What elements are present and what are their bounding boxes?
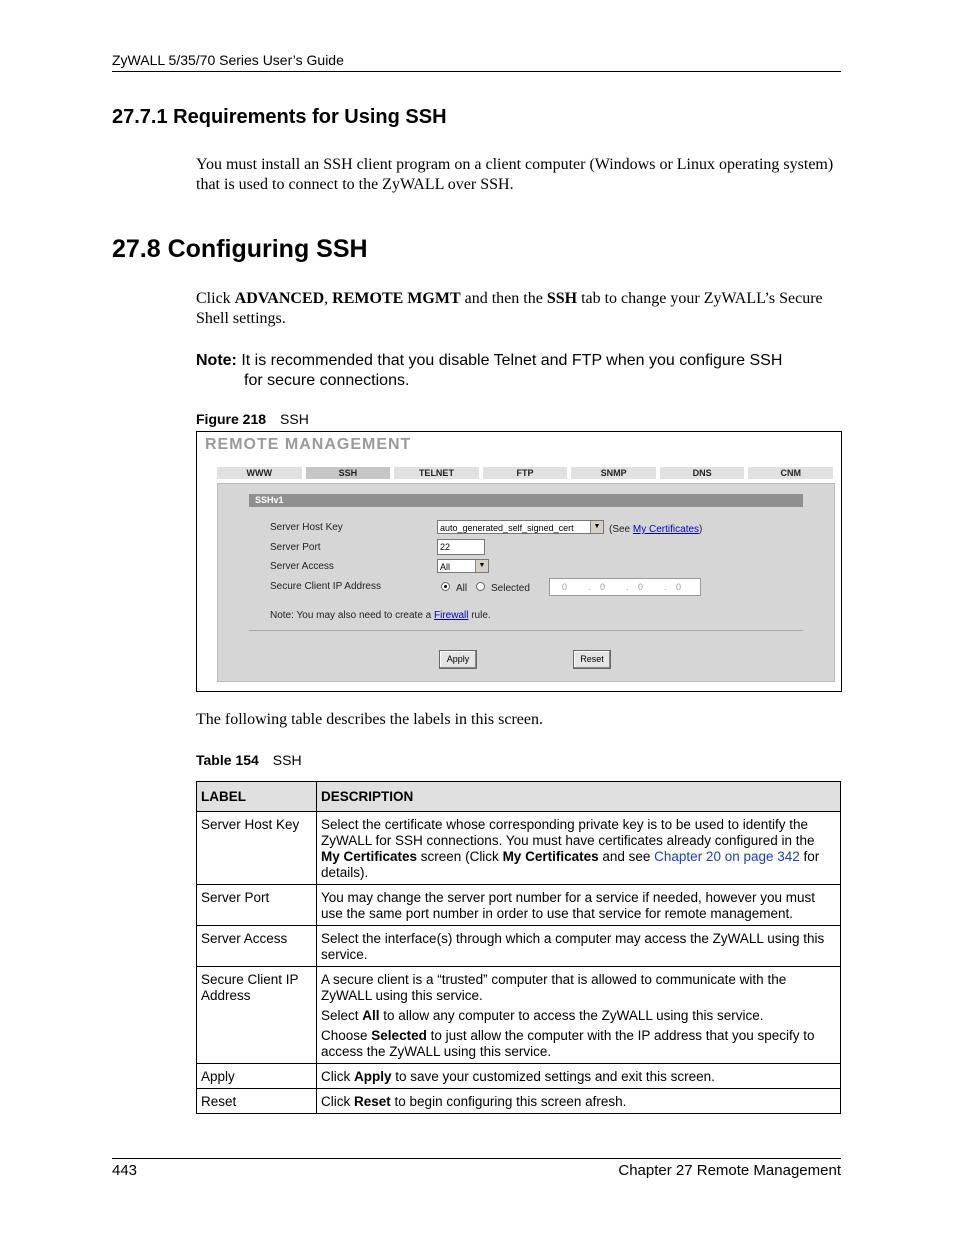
server-access-select[interactable]: All ▼: [437, 559, 489, 573]
configuring-intro-paragraph: Click ADVANCED, REMOTE MGMT and then the SSH tab to change your ZyWALL’s Secure Shell settings.: [196, 290, 823, 327]
server-host-key-select[interactable]: auto_generated_self_signed_cert ▼: [437, 520, 604, 534]
radio-selected[interactable]: [476, 582, 485, 591]
row-label: Server Access: [197, 926, 317, 967]
page-number: 443: [112, 1162, 138, 1179]
radio-selected-label: Selected: [491, 583, 530, 594]
table-header-row: [197, 782, 841, 812]
chevron-down-icon: ▼: [590, 521, 603, 533]
tab-dns[interactable]: DNS: [660, 467, 745, 479]
secure-client-ip-label: Secure Client IP Address: [270, 581, 381, 592]
ssh-labels-table: [196, 781, 841, 1114]
ssh-settings-panel: [217, 483, 835, 682]
remote-management-title: REMOTE MANAGEMENT: [205, 436, 412, 453]
column-header-description: DESCRIPTION: [317, 782, 841, 812]
row-label: Server Host Key: [197, 812, 317, 885]
server-access-label: Server Access: [270, 561, 334, 572]
sshv1-group-title: SSHv1: [249, 494, 803, 507]
section-heading-27-8: 27.8 Configuring SSH: [112, 235, 368, 263]
row-description: A secure client is a “trusted” computer that is allowed to communicate with the ZyWALL using this service. Select All to allow any computer to access the ZyWALL using this service. Choose Selected to just allow the computer with the IP address that you specify to access the ZyWALL using this service.: [317, 967, 841, 1064]
ip-octet-1: 0: [562, 582, 568, 592]
table-row: [197, 967, 841, 1064]
table-row: [197, 812, 841, 885]
note-text-line1: It is recommended that you disable Telnet and FTP when you configure SSH: [241, 352, 783, 369]
row-description: Click Apply to save your customized settings and exit this screen.: [317, 1064, 841, 1089]
note-label: Note:: [196, 352, 242, 369]
tab-www[interactable]: WWW: [217, 467, 302, 479]
client-ip-address-input[interactable]: 0 . 0 . 0 . 0: [549, 578, 701, 596]
firewall-note: Note: You may also need to create a Firewall rule.: [270, 610, 491, 621]
ip-octet-4: 0: [676, 582, 682, 592]
chevron-down-icon: ▼: [475, 560, 488, 572]
chapter-20-link[interactable]: Chapter 20 on page 342: [654, 849, 800, 864]
chapter-footer: Chapter 27 Remote Management: [618, 1162, 841, 1179]
row-label: Apply: [197, 1064, 317, 1089]
column-header-label: LABEL: [197, 782, 317, 812]
ssh-screenshot-figure: [196, 431, 842, 692]
remote-mgmt-tabs: [217, 467, 833, 479]
row-description: Click Reset to begin configuring this screen afresh.: [317, 1089, 841, 1114]
ip-octet-3: 0: [638, 582, 644, 592]
section-heading-27-7-1: 27.7.1 Requirements for Using SSH: [112, 106, 447, 128]
my-certificates-link[interactable]: My Certificates: [632, 524, 700, 535]
radio-all[interactable]: [441, 582, 450, 591]
table-caption: Table 154 SSH: [196, 752, 302, 768]
table-row: [197, 885, 841, 926]
row-label: Secure Client IP Address: [197, 967, 317, 1064]
tab-ssh[interactable]: SSH: [306, 467, 391, 479]
row-description: You may change the server port number for a service if needed, however you must use the same port number in order to use that service for remote management.: [317, 885, 841, 926]
row-description: Select the certificate whose corresponding private key is to be used to identify the ZyWALL for SSH connections. You must have certificates already configured in the My Certificates screen (Click My Certificates and see Chapter 20 on page 342 for details).: [317, 812, 841, 885]
apply-button[interactable]: Apply: [439, 650, 477, 669]
server-port-label: Server Port: [270, 542, 321, 553]
radio-all-label: All: [456, 583, 468, 594]
note-box: [196, 351, 841, 391]
footer-rule: [112, 1158, 841, 1159]
reset-button[interactable]: Reset: [573, 650, 611, 669]
see-certificates-hint: (See My Certificates): [609, 524, 703, 535]
server-host-key-label: Server Host Key: [270, 522, 343, 533]
header-rule: [112, 71, 841, 72]
firewall-link[interactable]: Firewall: [434, 610, 469, 621]
row-label: Server Port: [197, 885, 317, 926]
note-text-line2: for secure connections.: [244, 372, 410, 389]
tab-cnm[interactable]: CNM: [748, 467, 833, 479]
tab-telnet[interactable]: TELNET: [394, 467, 479, 479]
ip-octet-2: 0: [600, 582, 606, 592]
server-port-input[interactable]: 22: [437, 539, 485, 555]
requirements-paragraph: You must install an SSH client program on a client computer (Windows or Linux operating system) that is used to connect to the ZyWALL over SSH.: [196, 156, 834, 193]
table-row: [197, 1064, 841, 1089]
row-description: Select the interface(s) through which a computer may access the ZyWALL using this service.: [317, 926, 841, 967]
running-header: ZyWALL 5/35/70 Series User’s Guide: [112, 52, 344, 68]
figure-caption: Figure 218 SSH: [196, 411, 309, 427]
table-row: [197, 1089, 841, 1114]
table-intro-paragraph: The following table describes the labels in this screen.: [196, 711, 544, 728]
row-label: Reset: [197, 1089, 317, 1114]
tab-ftp[interactable]: FTP: [483, 467, 568, 479]
tab-snmp[interactable]: SNMP: [571, 467, 656, 479]
panel-divider: [249, 630, 803, 631]
table-row: [197, 926, 841, 967]
